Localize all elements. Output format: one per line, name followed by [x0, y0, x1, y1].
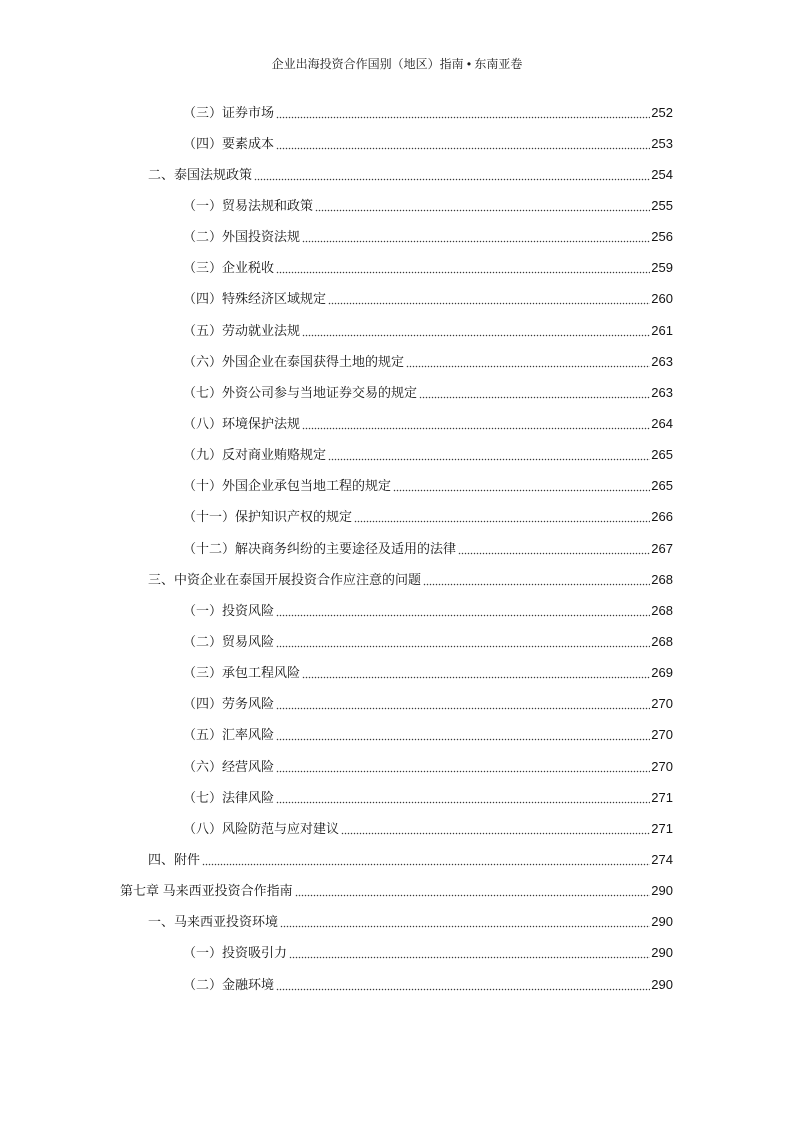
- toc-page-number: 268: [651, 571, 673, 587]
- toc-entry[interactable]: [120, 502, 673, 533]
- toc-entry[interactable]: [120, 938, 673, 969]
- toc-dot-leader: [458, 541, 650, 557]
- toc-entry-title: （二）贸易风险: [183, 633, 275, 649]
- toc-entry[interactable]: [120, 720, 673, 751]
- toc-entry[interactable]: [120, 408, 673, 439]
- toc-entry[interactable]: [120, 564, 673, 595]
- toc-entry[interactable]: [120, 128, 673, 159]
- toc-page-number: 269: [651, 665, 673, 681]
- toc-page-number: 265: [651, 478, 673, 494]
- toc-dot-leader: [276, 977, 650, 993]
- toc-page-number: 252: [651, 104, 673, 120]
- toc-dot-leader: [406, 354, 650, 370]
- toc-entry-title: （四）特殊经济区域规定: [183, 291, 327, 307]
- toc-page-number: 266: [651, 509, 673, 525]
- toc-entry-title: （四）要素成本: [183, 135, 275, 151]
- toc-entry-title: （三）企业税收: [183, 260, 275, 276]
- toc-entry[interactable]: [120, 253, 673, 284]
- toc-entry-title: （三）承包工程风险: [183, 665, 301, 681]
- toc-page-number: 268: [651, 633, 673, 649]
- toc-page-number: 253: [651, 135, 673, 151]
- toc-entry[interactable]: [120, 626, 673, 657]
- toc-entry[interactable]: [120, 658, 673, 689]
- toc-entry-title: （五）汇率风险: [183, 727, 275, 743]
- toc-entry[interactable]: [120, 346, 673, 377]
- toc-page-number: 256: [651, 229, 673, 245]
- toc-page-number: 290: [651, 945, 673, 961]
- toc-entry-title: （一）投资风险: [183, 602, 275, 618]
- toc-entry[interactable]: [120, 440, 673, 471]
- toc-page-number: 264: [651, 415, 673, 431]
- toc-dot-leader: [276, 759, 650, 775]
- toc-entry-title: （八）风险防范与应对建议: [183, 820, 340, 836]
- toc-dot-leader: [276, 696, 650, 712]
- toc-entry[interactable]: [120, 907, 673, 938]
- toc-dot-leader: [276, 727, 650, 743]
- toc-dot-leader: [393, 478, 650, 494]
- toc-dot-leader: [276, 260, 650, 276]
- toc-page-number: 263: [651, 353, 673, 369]
- toc-entry[interactable]: [120, 595, 673, 626]
- toc-entry[interactable]: [120, 190, 673, 221]
- toc-dot-leader: [302, 229, 650, 245]
- toc-entry-title: （四）劳务风险: [183, 696, 275, 712]
- toc-page-number: 265: [651, 447, 673, 463]
- toc-page-number: 263: [651, 384, 673, 400]
- toc-entry[interactable]: [120, 284, 673, 315]
- toc-entry[interactable]: [120, 813, 673, 844]
- toc-page-number: 270: [651, 727, 673, 743]
- toc-entry-title: （二）金融环境: [183, 976, 275, 992]
- toc-dot-leader: [302, 416, 650, 432]
- toc-entry[interactable]: [120, 876, 673, 907]
- toc-page-number: 268: [651, 602, 673, 618]
- toc-page-number: 271: [651, 820, 673, 836]
- toc-entry[interactable]: [120, 689, 673, 720]
- toc-entry[interactable]: [120, 782, 673, 813]
- toc-dot-leader: [354, 509, 650, 525]
- toc-entry[interactable]: [120, 533, 673, 564]
- toc-dot-leader: [423, 572, 650, 588]
- toc-page-number: 255: [651, 197, 673, 213]
- toc-dot-leader: [295, 883, 651, 899]
- table-of-contents: [120, 97, 673, 1000]
- page-header-title: 企业出海投资合作国别（地区）指南 • 东南亚卷: [271, 57, 523, 71]
- toc-dot-leader: [315, 198, 650, 214]
- toc-entry[interactable]: [120, 315, 673, 346]
- toc-entry-title: （一）贸易法规和政策: [183, 197, 314, 213]
- toc-page-number: 290: [651, 883, 673, 899]
- toc-dot-leader: [254, 167, 650, 183]
- toc-dot-leader: [276, 790, 650, 806]
- toc-page-number: 270: [651, 758, 673, 774]
- toc-dot-leader: [419, 385, 650, 401]
- toc-entry[interactable]: [120, 377, 673, 408]
- toc-entry-title: （十一）保护知识产权的规定: [183, 509, 353, 525]
- toc-dot-leader: [328, 291, 650, 307]
- toc-page-number: 271: [651, 789, 673, 805]
- toc-entry-title: 四、附件: [148, 851, 201, 867]
- toc-entry[interactable]: [120, 969, 673, 1000]
- toc-entry[interactable]: [120, 159, 673, 190]
- toc-page-number: 290: [651, 976, 673, 992]
- toc-entry-title: （二）外国投资法规: [183, 229, 301, 245]
- toc-dot-leader: [276, 634, 650, 650]
- toc-page-number: 290: [651, 914, 673, 930]
- toc-entry-title: 第七章 马来西亚投资合作指南: [120, 883, 293, 899]
- toc-entry-title: （七）外资公司参与当地证券交易的规定: [183, 384, 418, 400]
- toc-dot-leader: [276, 603, 650, 619]
- toc-dot-leader: [341, 821, 650, 837]
- toc-dot-leader: [302, 323, 650, 339]
- toc-page-number: 270: [651, 696, 673, 712]
- toc-entry-title: 二、泰国法规政策: [148, 166, 253, 182]
- toc-entry-title: （十二）解决商务纠纷的主要途径及适用的法律: [183, 540, 457, 556]
- toc-entry-title: （七）法律风险: [183, 789, 275, 805]
- toc-page-number: 254: [651, 166, 673, 182]
- toc-page-number: 260: [651, 291, 673, 307]
- toc-page-number: 259: [651, 260, 673, 276]
- toc-entry-title: （六）外国企业在泰国获得土地的规定: [183, 353, 405, 369]
- toc-dot-leader: [280, 914, 650, 930]
- toc-entry-title: （一）投资吸引力: [183, 945, 288, 961]
- toc-page-number: 274: [651, 851, 673, 867]
- toc-entry-title: 一、马来西亚投资环境: [148, 914, 279, 930]
- toc-dot-leader: [289, 945, 650, 961]
- toc-dot-leader: [276, 105, 650, 121]
- toc-page-number: 261: [651, 322, 673, 338]
- toc-entry-title: （八）环境保护法规: [183, 415, 301, 431]
- toc-entry[interactable]: [120, 222, 673, 253]
- toc-entry[interactable]: [120, 751, 673, 782]
- toc-entry-title: （十）外国企业承包当地工程的规定: [183, 478, 392, 494]
- toc-entry[interactable]: [120, 844, 673, 875]
- toc-entry[interactable]: [120, 471, 673, 502]
- toc-dot-leader: [276, 136, 650, 152]
- toc-entry-title: 三、中资企业在泰国开展投资合作应注意的问题: [148, 571, 422, 587]
- toc-entry-title: （六）经营风险: [183, 758, 275, 774]
- toc-entry[interactable]: [120, 97, 673, 128]
- toc-entry-title: （五）劳动就业法规: [183, 322, 301, 338]
- toc-page-number: 267: [651, 540, 673, 556]
- toc-entry-title: （九）反对商业贿赂规定: [183, 447, 327, 463]
- toc-entry-title: （三）证券市场: [183, 104, 275, 120]
- toc-dot-leader: [302, 665, 650, 681]
- toc-dot-leader: [202, 852, 650, 868]
- toc-dot-leader: [328, 447, 650, 463]
